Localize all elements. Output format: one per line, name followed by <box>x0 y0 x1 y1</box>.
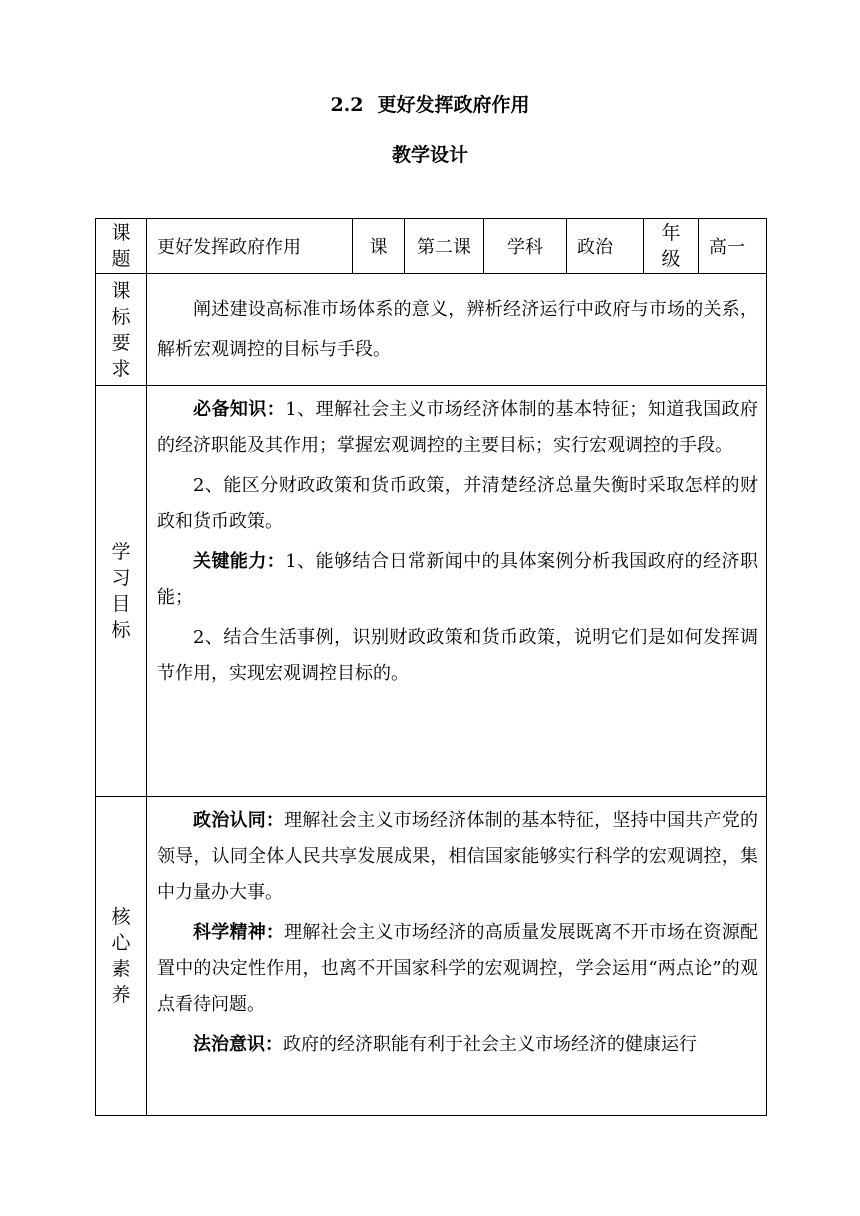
ability-paragraph-1 <box>147 544 766 616</box>
subject-label: 学科 <box>484 219 567 274</box>
ability-text-1: 1、能够结合日常新闻中的具体案例分析我国政府的经济职能； <box>157 551 759 608</box>
standard-label: 课 标 要 求 <box>96 274 147 386</box>
law-text: 政府的经济职能有利于社会主义市场经济的健康运行 <box>283 1034 697 1055</box>
grade-label: 年 级 <box>644 219 699 274</box>
title-text: 更好发挥政府作用 <box>377 94 530 116</box>
subject-value: 政治 <box>567 219 644 274</box>
law-heading: 法治意识： <box>193 1034 283 1055</box>
literacy-content <box>147 797 767 1116</box>
literacy-row <box>96 797 767 1116</box>
lesson-label: 课 <box>353 219 405 274</box>
objectives-label: 学 习 目 标 <box>96 386 147 797</box>
ability-paragraph-2: 2、结合生活事例，识别财政政策和货币政策，说明它们是如何发挥调节作用，实现宏观调控目标的。 <box>157 627 758 684</box>
lesson-value: 第二课 <box>405 219 484 274</box>
standard-row <box>96 274 767 386</box>
science-paragraph <box>147 915 766 1023</box>
document-title <box>0 90 860 120</box>
knowledge-heading: 必备知识： <box>193 399 286 420</box>
document-subtitle: 教学设计 <box>391 144 468 166</box>
topic-value: 更好发挥政府作用 <box>147 219 353 274</box>
lesson-design-table <box>95 218 767 1116</box>
title-number: 2.2 <box>330 94 364 116</box>
knowledge-paragraph-2: 2、能区分财政政策和货币政策，并清楚经济总量失衡时采取怎样的财政和货币政策。 <box>157 475 758 532</box>
objectives-row <box>96 386 767 797</box>
ability-heading: 关键能力： <box>193 551 286 572</box>
objectives-content <box>147 386 767 797</box>
grade-value: 高一 <box>699 219 767 274</box>
science-heading: 科学精神： <box>193 922 285 943</box>
topic-label: 课 题 <box>96 219 147 274</box>
standard-content <box>147 274 767 386</box>
law-paragraph <box>147 1027 766 1063</box>
header-row <box>96 219 767 274</box>
science-text: 理解社会主义市场经济的高质量发展既离不开市场在资源配置中的决定性作用，也离不开国家科学的宏观调控，学会运用“两点论”的观点看待问题。 <box>157 922 759 1015</box>
standard-text: 阐述建设高标准市场体系的意义，辨析经济运行中政府与市场的关系，解析宏观调控的目标与手段。 <box>157 298 758 360</box>
political-heading: 政治认同： <box>193 810 285 831</box>
knowledge-paragraph-1 <box>147 392 766 464</box>
knowledge-text-1: 1、理解社会主义市场经济体制的基本特征；知道我国政府的经济职能及其作用；掌握宏观调控的主要目标；实行宏观调控的手段。 <box>157 399 759 456</box>
literacy-label: 核 心 素 养 <box>96 797 147 1116</box>
political-paragraph <box>147 803 766 911</box>
political-text: 理解社会主义市场经济体制的基本特征，坚持中国共产党的领导，认同全体人民共享发展成果，相信国家能够实行科学的宏观调控，集中力量办大事。 <box>157 810 759 903</box>
